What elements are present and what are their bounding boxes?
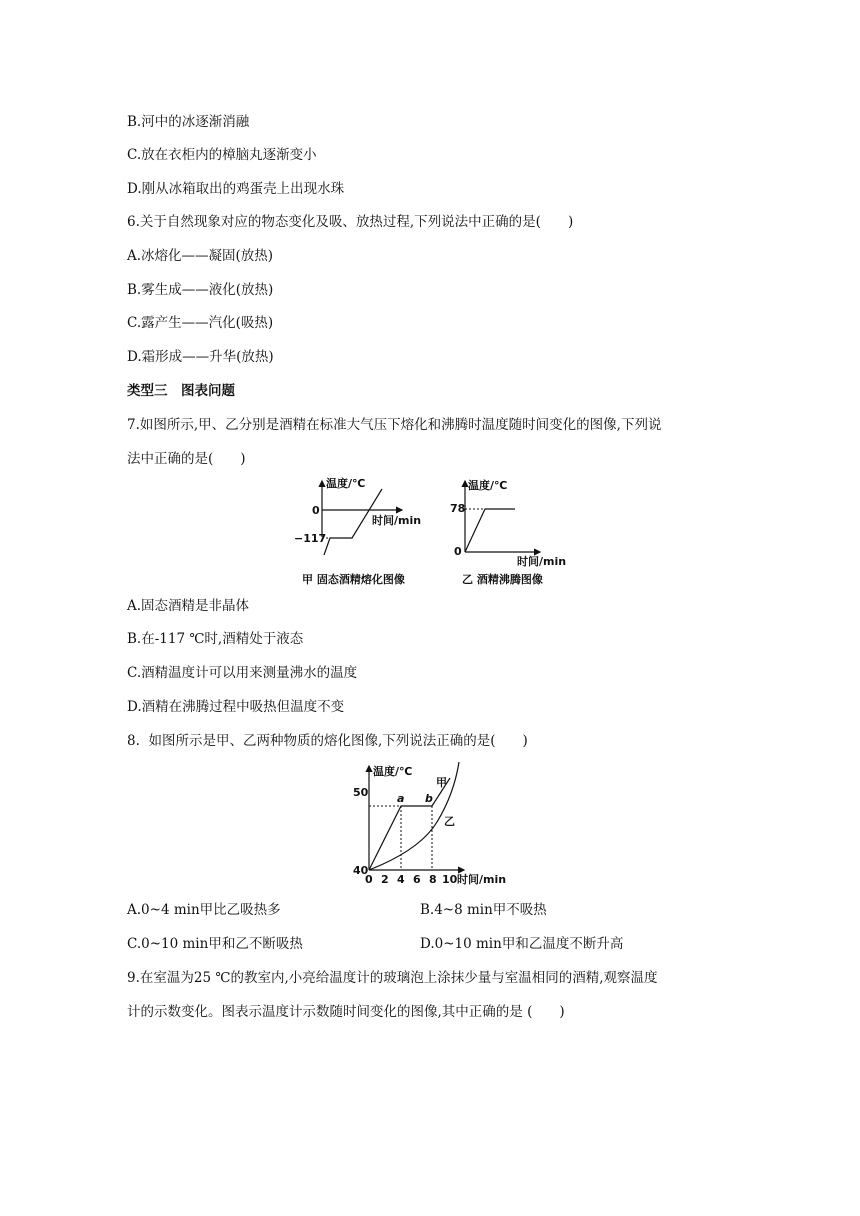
figure-alcohol-boiling <box>440 475 570 590</box>
axis-label: 温度/℃ <box>373 765 413 778</box>
curve-jia <box>369 778 450 870</box>
tick-label: 0 <box>312 504 320 517</box>
option-line: C.0~10 min甲和乙不断吸热 <box>127 936 303 952</box>
tick-label: 10 <box>442 873 458 886</box>
tick-label: 78 <box>450 502 466 515</box>
tick-label: 8 <box>429 873 437 886</box>
tick-label: −117 <box>294 532 327 545</box>
figure-caption: 乙 酒精沸腾图像 <box>462 573 543 586</box>
option-line: D.0~10 min甲和乙温度不断升高 <box>420 936 624 952</box>
option-line: A.冰熔化——凝固(放热) <box>127 248 274 264</box>
boiling-curve <box>465 509 515 552</box>
axis-label: 温度/℃ <box>326 477 366 490</box>
option-line: A.固态酒精是非晶体 <box>127 598 250 614</box>
option-line: C.露产生——汽化(吸热) <box>127 315 274 331</box>
question-7-cont: 法中正确的是( ) <box>127 451 246 467</box>
series-label: 甲 <box>436 776 447 789</box>
tick-label: 6 <box>413 873 421 886</box>
question-6: 6.关于自然现象对应的物态变化及吸、放热过程,下列说法中正确的是( ) <box>127 214 574 230</box>
section-heading: 类型三 图表问题 <box>127 383 235 399</box>
figure-melting-comparison <box>350 762 520 890</box>
option-line: D.霜形成——升华(放热) <box>127 349 274 365</box>
option-line: B.雾生成——液化(放热) <box>127 282 274 298</box>
option-line: B.在-117 ℃时,酒精处于液态 <box>127 631 304 647</box>
option-line: B.4~8 min甲不吸热 <box>420 902 547 918</box>
tick-label: 2 <box>381 873 389 886</box>
tick-label: 0 <box>454 545 462 558</box>
option-line: C.酒精温度计可以用来测量沸水的温度 <box>127 665 358 681</box>
axis-label: 时间/min <box>457 873 507 886</box>
axis-label: 温度/℃ <box>468 479 508 492</box>
figure-caption: 甲 固态酒精熔化图像 <box>302 573 405 586</box>
point-label: b <box>425 792 433 805</box>
axis-label: 时间/min <box>372 514 422 527</box>
question-7: 7.如图所示,甲、乙分别是酒精在标准大气压下熔化和沸腾时温度随时间变化的图像,下列说 <box>127 417 662 433</box>
option-line: D.酒精在沸腾过程中吸热但温度不变 <box>127 699 345 715</box>
question-9: 9.在室温为25 ℃的教室内,小亮给温度计的玻璃泡上涂抹少量与室温相同的酒精,观察温度 <box>127 970 658 986</box>
point-label: a <box>397 792 405 805</box>
axis-label: 时间/min <box>517 555 567 568</box>
tick-label: 40 <box>353 864 369 877</box>
series-label: 乙 <box>444 815 455 828</box>
option-line: B.河中的冰逐渐消融 <box>127 114 250 130</box>
figure-alcohol-melting <box>282 475 432 590</box>
tick-label: 4 <box>397 873 405 886</box>
option-line: C.放在衣柜内的樟脑丸逐渐变小 <box>127 147 317 163</box>
tick-label: 0 <box>365 873 373 886</box>
option-line: D.刚从冰箱取出的鸡蛋壳上出现水珠 <box>127 181 345 197</box>
question-9-cont: 计的示数变化。图表示温度计示数随时间变化的图像,其中正确的是 ( ) <box>127 1004 565 1020</box>
option-line: A.0~4 min甲比乙吸热多 <box>127 902 281 918</box>
question-8: 8. 如图所示是甲、乙两种物质的熔化图像,下列说法正确的是( ) <box>127 733 528 749</box>
tick-label: 50 <box>353 786 369 799</box>
